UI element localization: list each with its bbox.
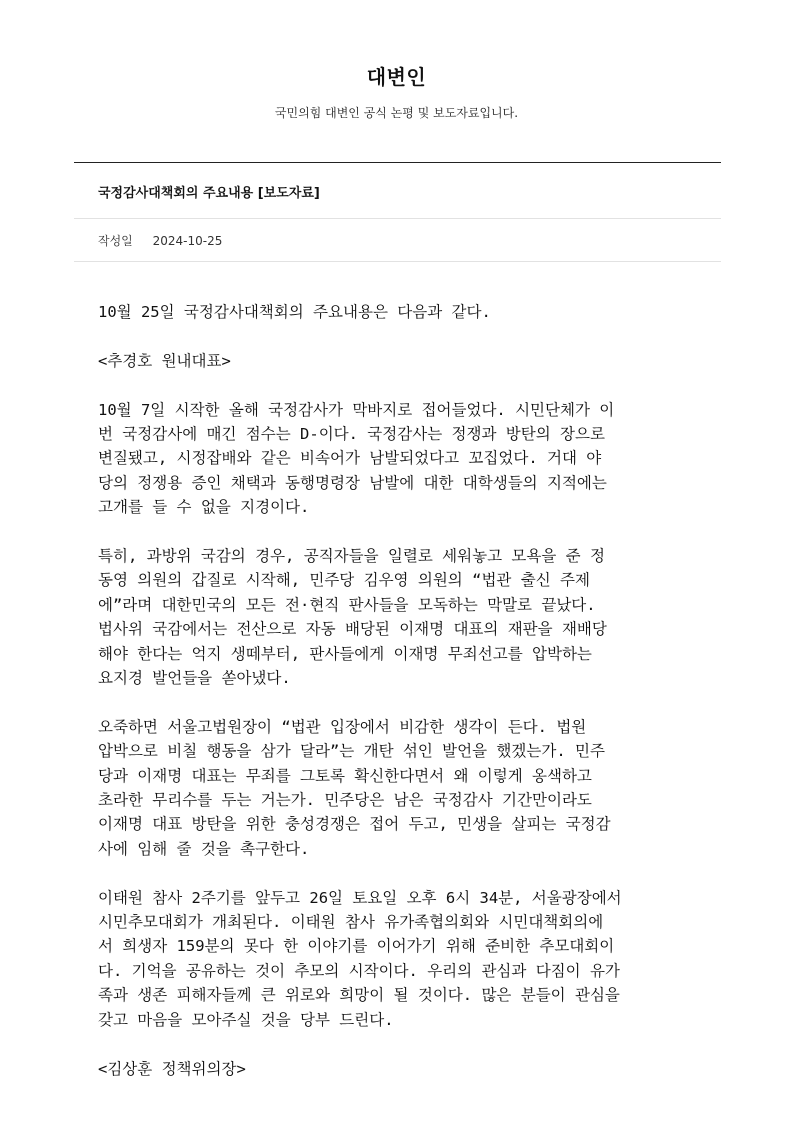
post-date: 2024-10-25 [152, 234, 223, 248]
date-label: 작성일 [98, 234, 133, 248]
paragraph: 특히, 과방위 국감의 경우, 공직자들을 일렬로 세워놓고 모욕을 준 정 동영 의원의 갑질로 시작해, 민주당 김우영 의원의 “법관 출신 주제 에”라며 대한민국의 모든 전·현직 판사들을 모독하는 막말로 끝났다. 법사위 국감에서는 전산으로 자동 배당된 이재명 대표의 재판을 재배당 해야 한다는 억지 생떼부터, 판사들에게 이재명 무죄선고를 압박하는 요지경 발언들을 쏟아냈다. [98, 547, 607, 688]
site-subtitle: 국민의힘 대변인 공식 논평 및 보도자료입니다. [274, 106, 519, 120]
article-body [98, 300, 698, 1105]
paragraph: 이태원 참사 2주기를 앞두고 26일 토요일 오후 6시 34분, 서울광장에서 시민추모대회가 개최된다. 이태원 참사 유가족협의회와 시민대책회의에 서 희생자 159분의 못다 한 이야기를 이어가기 위해 준비한 추모대회이 다. 기억을 공유하는 것이 추모의 시작이다. 우리의 관심과 다짐이 유가 족과 생존 피해자들께 큰 위로와 희망이 될 것이다. 많은 분들이 관심을 갖고 마음을 모아주실 것을 당부 드린다. [98, 888, 622, 1029]
paragraph: 10월 7일 시작한 올해 국정감사가 막바지로 접어들었다. 시민단체가 이 번 국정감사에 매긴 점수는 D-이다. 국정감사는 정쟁과 방탄의 장으로 변질됐고, 시정잡배와 같은 비속어가 남발되었다고 꼬집었다. 거대 야 당의 정쟁용 증인 채택과 동행명령장 남발에 대한 대학생들의 지적에는 고개를 들 수 없을 지경이다. [98, 400, 615, 517]
speaker-heading: <김상훈 정책위의장> [98, 1059, 246, 1078]
site-title: 대변인 [366, 65, 427, 89]
paragraph-intro: 10월 25일 국정감사대책회의 주요내용은 다음과 같다. [98, 303, 491, 321]
title-divider [74, 218, 721, 219]
meta-divider [74, 261, 721, 262]
header-divider [74, 162, 721, 163]
paragraph: 오죽하면 서울고법원장이 “법관 입장에서 비감한 생각이 든다. 법원 압박으로 비칠 행동을 삼가 달라”는 개탄 섞인 발언을 했겠는가. 민주 당과 이재명 대표는 무죄를 그토록 확신한다면서 왜 이렇게 옹색하고 초라한 무리수를 두는 거는가. 민주당은 남은 국정감사 기간만이라도 이재명 대표 방탄을 위한 충성경쟁은 접어 두고, 민생을 살피는 국정감 사에 임해 줄 것을 촉구한다. [98, 717, 611, 858]
post-meta [98, 232, 222, 249]
post-title: 국정감사대책회의 주요내용 [보도자료] [98, 186, 320, 201]
speaker-heading: <추경호 원내대표> [98, 351, 231, 370]
